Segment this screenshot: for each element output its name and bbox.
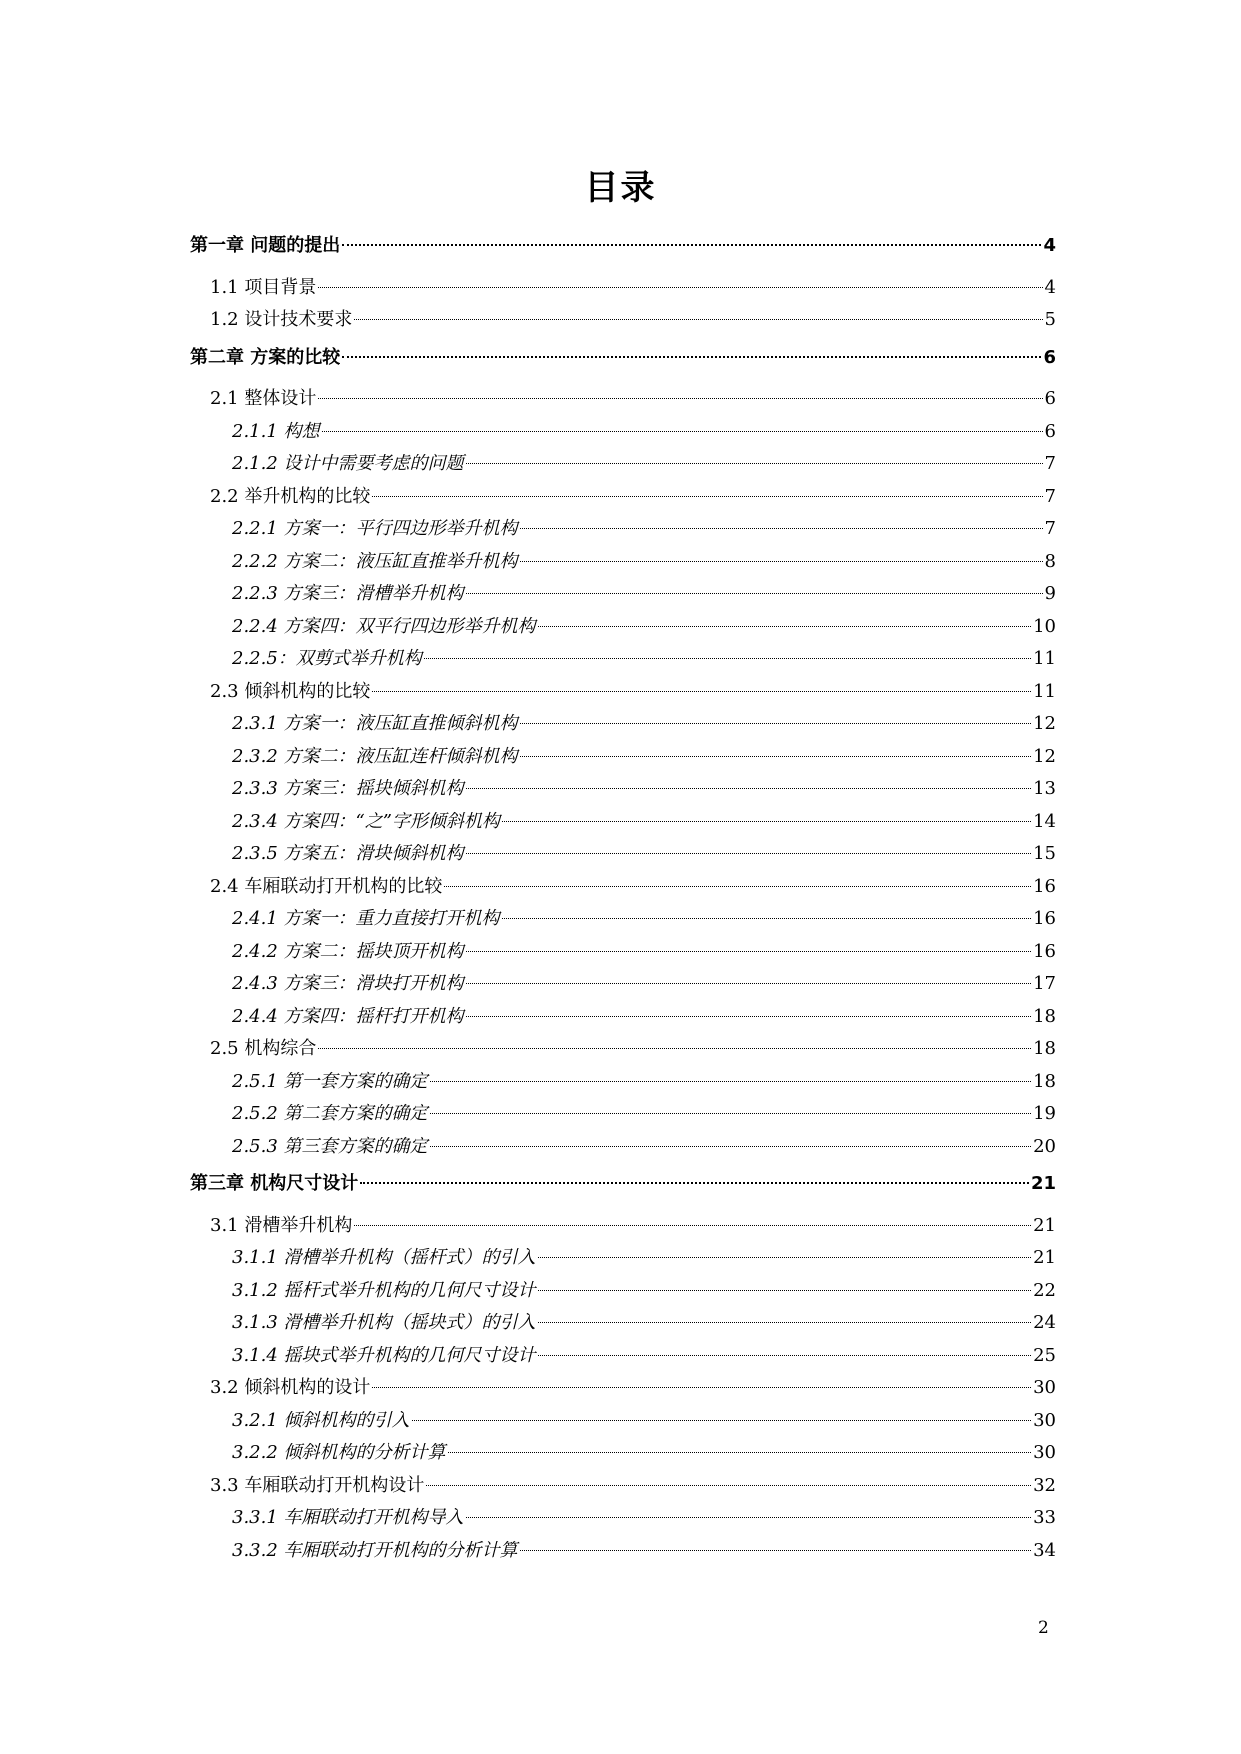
dot-leader xyxy=(448,1452,1032,1453)
toc-entry-page: 21 xyxy=(1033,1247,1056,1268)
toc-entry-text: 1.2 设计技术要求 xyxy=(210,309,353,330)
dot-leader xyxy=(354,1225,1031,1226)
toc-entry-subsection[interactable] xyxy=(190,448,1056,481)
dot-leader xyxy=(520,723,1032,724)
toc-entry-page: 12 xyxy=(1033,713,1056,734)
toc-entry-page: 30 xyxy=(1033,1377,1056,1398)
toc-entry-page: 19 xyxy=(1033,1103,1056,1124)
dot-leader xyxy=(430,1113,1032,1114)
dot-leader xyxy=(412,1420,1032,1421)
toc-entry-text: 2.1.2 设计中需要考虑的问题 xyxy=(232,453,464,474)
toc-entry-subsection[interactable] xyxy=(190,546,1056,579)
dot-leader xyxy=(520,1550,1032,1551)
toc-entry-section[interactable] xyxy=(190,871,1056,904)
toc-entry-page: 30 xyxy=(1033,1409,1056,1431)
toc-entry-text: 3.3.2 车厢联动打开机构的分析计算 xyxy=(232,1539,518,1561)
toc-entry-page: 8 xyxy=(1044,550,1056,572)
toc-entry-subsection[interactable] xyxy=(190,1502,1056,1535)
dot-leader xyxy=(318,398,1042,399)
dot-leader xyxy=(538,1290,1032,1291)
toc-entry-page: 9 xyxy=(1044,583,1056,604)
toc-entry-text: 3.1.3 滑槽举升机构（摇块式）的引入 xyxy=(232,1312,536,1333)
toc-entry-text: 2.5 机构综合 xyxy=(210,1038,317,1059)
toc-entry-subsection[interactable] xyxy=(190,1307,1056,1340)
dot-leader xyxy=(466,1517,1032,1518)
toc-entry-subsection[interactable] xyxy=(190,1242,1056,1275)
toc-entry-subsection[interactable] xyxy=(190,903,1056,936)
dot-leader xyxy=(520,756,1032,757)
toc-entry-subsection[interactable] xyxy=(190,1340,1056,1373)
toc-entry-text: 3.1 滑槽举升机构 xyxy=(210,1214,353,1236)
toc-entry-subsection[interactable] xyxy=(190,708,1056,741)
toc-entry-section[interactable] xyxy=(190,1470,1056,1503)
dot-leader xyxy=(502,821,1031,822)
toc-entry-chapter[interactable] xyxy=(190,342,1056,375)
toc-entry-page: 6 xyxy=(1043,346,1056,368)
toc-entry-page: 7 xyxy=(1044,485,1056,507)
dot-leader xyxy=(342,356,1041,358)
page-title: 目录 xyxy=(584,168,657,208)
toc-entry-text: 3.2.1 倾斜机构的引入 xyxy=(232,1409,410,1431)
toc-entry-text: 3.3.1 车厢联动打开机构导入 xyxy=(232,1507,464,1528)
toc-entry-section[interactable] xyxy=(190,676,1056,709)
toc-entry-section[interactable] xyxy=(190,1210,1056,1243)
toc-entry-text: 第二章 方案的比较 xyxy=(190,346,341,368)
toc-entry-text: 2.3.1 方案一：液压缸直推倾斜机构 xyxy=(232,713,518,734)
toc-entry-text: 2.1.1 构想 xyxy=(232,420,320,442)
toc-entry-subsection[interactable] xyxy=(190,643,1056,676)
toc-entry-subsection[interactable] xyxy=(190,611,1056,644)
toc-entry-page: 11 xyxy=(1033,680,1056,702)
toc-entry-page: 34 xyxy=(1033,1539,1056,1561)
toc-entry-page: 16 xyxy=(1033,875,1056,897)
toc-entry-subsection[interactable] xyxy=(190,838,1056,871)
toc-entry-page: 17 xyxy=(1033,973,1056,994)
toc-entry-page: 20 xyxy=(1033,1135,1056,1157)
toc-entry-page: 32 xyxy=(1033,1474,1056,1496)
toc-entry-page: 14 xyxy=(1033,810,1056,832)
dot-leader xyxy=(466,1016,1032,1017)
toc-entry-subsection[interactable] xyxy=(190,773,1056,806)
toc-entry-text: 3.1.4 摇块式举升机构的几何尺寸设计 xyxy=(232,1344,536,1366)
toc-entry-page: 7 xyxy=(1044,453,1056,474)
toc-entry-text: 第三章 机构尺寸设计 xyxy=(190,1173,359,1194)
toc-entry-page: 18 xyxy=(1033,1005,1056,1027)
toc-entry-page: 24 xyxy=(1033,1312,1056,1333)
toc-entry-section[interactable] xyxy=(190,1033,1056,1066)
toc-entry-page: 21 xyxy=(1030,1173,1056,1194)
dot-leader xyxy=(520,528,1043,529)
dot-leader xyxy=(466,853,1032,854)
toc-entry-subsection[interactable] xyxy=(190,1405,1056,1438)
toc-entry-text: 2.4.2 方案二：摇块顶开机构 xyxy=(232,940,464,962)
dot-leader xyxy=(538,1355,1032,1356)
toc-entry-subsection[interactable] xyxy=(190,968,1056,1001)
toc-entry-subsection[interactable] xyxy=(190,1001,1056,1034)
toc-entry-section[interactable] xyxy=(190,383,1056,416)
dot-leader xyxy=(466,463,1043,464)
toc-entry-text: 2.3.2 方案二：液压缸连杆倾斜机构 xyxy=(232,745,518,767)
toc-entry-text: 3.2.2 倾斜机构的分析计算 xyxy=(232,1442,446,1463)
toc-entry-page: 15 xyxy=(1033,843,1056,864)
toc-entry-page: 6 xyxy=(1044,388,1056,409)
toc-entry-page: 33 xyxy=(1033,1507,1056,1528)
toc-entry-subsection[interactable] xyxy=(190,741,1056,774)
toc-entry-subsection[interactable] xyxy=(190,806,1056,839)
toc-entry-subsection[interactable] xyxy=(190,1131,1056,1164)
toc-entry-page: 6 xyxy=(1044,420,1056,442)
dot-leader xyxy=(520,561,1043,562)
toc-entry-text: 2.5.1 第一套方案的确定 xyxy=(232,1070,428,1092)
toc-entry-chapter[interactable] xyxy=(190,1168,1056,1201)
toc-entry-chapter[interactable] xyxy=(190,230,1056,263)
toc-entry-subsection[interactable] xyxy=(190,416,1056,449)
toc-entry-text: 2.4 车厢联动打开机构的比较 xyxy=(210,875,443,897)
toc-entry-page: 10 xyxy=(1033,615,1056,637)
toc-entry-text: 2.2.2 方案二：液压缸直推举升机构 xyxy=(232,550,518,572)
toc-entry-page: 4 xyxy=(1043,235,1056,256)
toc-entry-text: 第一章 问题的提出 xyxy=(190,235,341,256)
dot-leader xyxy=(466,788,1032,789)
toc-entry-page: 4 xyxy=(1044,276,1056,298)
dot-leader xyxy=(318,1048,1031,1049)
toc-entry-text: 2.3 倾斜机构的比较 xyxy=(210,680,371,702)
dot-leader xyxy=(430,1081,1032,1082)
toc-entry-page: 16 xyxy=(1033,940,1056,962)
toc-entry-page: 12 xyxy=(1033,745,1056,767)
toc-entry-section[interactable] xyxy=(190,481,1056,514)
toc-entry-subsection[interactable] xyxy=(190,1066,1056,1099)
dot-leader xyxy=(318,287,1042,288)
toc-entry-page: 13 xyxy=(1033,778,1056,799)
toc-entry-text: 3.3 车厢联动打开机构设计 xyxy=(210,1474,425,1496)
dot-leader xyxy=(426,1485,1031,1486)
toc-entry-text: 2.2 举升机构的比较 xyxy=(210,485,371,507)
toc-entry-page: 7 xyxy=(1044,518,1056,539)
toc-entry-page: 11 xyxy=(1033,648,1056,669)
toc-entry-subsection[interactable] xyxy=(190,936,1056,969)
toc-entry-page: 22 xyxy=(1033,1279,1056,1301)
dot-leader xyxy=(538,626,1032,627)
toc-entry-text: 2.2.3 方案三：滑槽举升机构 xyxy=(232,583,464,604)
toc-entry-subsection[interactable] xyxy=(190,1275,1056,1308)
dot-leader xyxy=(502,918,1032,919)
toc-entry-text: 2.1 整体设计 xyxy=(210,388,317,409)
dot-leader xyxy=(322,431,1043,432)
toc-entry-text: 2.4.1 方案一：重力直接打开机构 xyxy=(232,908,500,929)
dot-leader xyxy=(538,1322,1032,1323)
dot-leader xyxy=(372,1387,1031,1388)
dot-leader xyxy=(342,244,1041,246)
dot-leader xyxy=(424,658,1031,659)
toc-entry-text: 2.2.5：双剪式举升机构 xyxy=(232,648,422,669)
dot-leader xyxy=(360,1182,1029,1184)
toc-entry-text: 2.3.4 方案四：“之”字形倾斜机构 xyxy=(232,810,500,832)
dot-leader xyxy=(444,886,1031,887)
toc-entry-subsection[interactable] xyxy=(190,513,1056,546)
dot-leader xyxy=(430,1146,1032,1147)
dot-leader xyxy=(354,319,1042,320)
toc-entry-text: 2.3.3 方案三：摇块倾斜机构 xyxy=(232,778,464,799)
toc-entry-subsection[interactable] xyxy=(190,578,1056,611)
toc-entry-page: 18 xyxy=(1033,1070,1056,1092)
toc-entry-section[interactable] xyxy=(190,304,1056,337)
toc-entry-text: 2.3.5 方案五：滑块倾斜机构 xyxy=(232,843,464,864)
toc-entry-text: 2.5.2 第二套方案的确定 xyxy=(232,1103,428,1124)
toc-entry-text: 2.4.4 方案四：摇杆打开机构 xyxy=(232,1005,464,1027)
dot-leader xyxy=(372,496,1042,497)
dot-leader xyxy=(538,1257,1032,1258)
dot-leader xyxy=(466,951,1032,952)
toc-entry-text: 3.2 倾斜机构的设计 xyxy=(210,1377,371,1398)
dot-leader xyxy=(466,983,1032,984)
toc-entry-section[interactable] xyxy=(190,272,1056,305)
toc-entry-subsection[interactable] xyxy=(190,1098,1056,1131)
toc-entry-text: 1.1 项目背景 xyxy=(210,276,317,298)
toc-entry-text: 2.4.3 方案三：滑块打开机构 xyxy=(232,973,464,994)
toc-entry-section[interactable] xyxy=(190,1372,1056,1405)
toc-entry-text: 2.5.3 第三套方案的确定 xyxy=(232,1135,428,1157)
toc-entry-subsection[interactable] xyxy=(190,1535,1056,1568)
table-of-contents xyxy=(190,230,1056,1567)
toc-entry-text: 2.2.4 方案四：双平行四边形举升机构 xyxy=(232,615,536,637)
toc-entry-text: 2.2.1 方案一：平行四边形举升机构 xyxy=(232,518,518,539)
toc-entry-subsection[interactable] xyxy=(190,1437,1056,1470)
toc-entry-text: 3.1.2 摇杆式举升机构的几何尺寸设计 xyxy=(232,1279,536,1301)
page-number: 2 xyxy=(1038,1618,1049,1638)
toc-entry-page: 5 xyxy=(1044,309,1056,330)
toc-entry-text: 3.1.1 滑槽举升机构（摇杆式）的引入 xyxy=(232,1247,536,1268)
dot-leader xyxy=(372,691,1031,692)
toc-entry-page: 25 xyxy=(1033,1344,1056,1366)
toc-entry-page: 18 xyxy=(1033,1038,1056,1059)
toc-entry-page: 16 xyxy=(1033,908,1056,929)
toc-entry-page: 21 xyxy=(1033,1214,1056,1236)
toc-entry-page: 30 xyxy=(1033,1442,1056,1463)
dot-leader xyxy=(466,593,1043,594)
